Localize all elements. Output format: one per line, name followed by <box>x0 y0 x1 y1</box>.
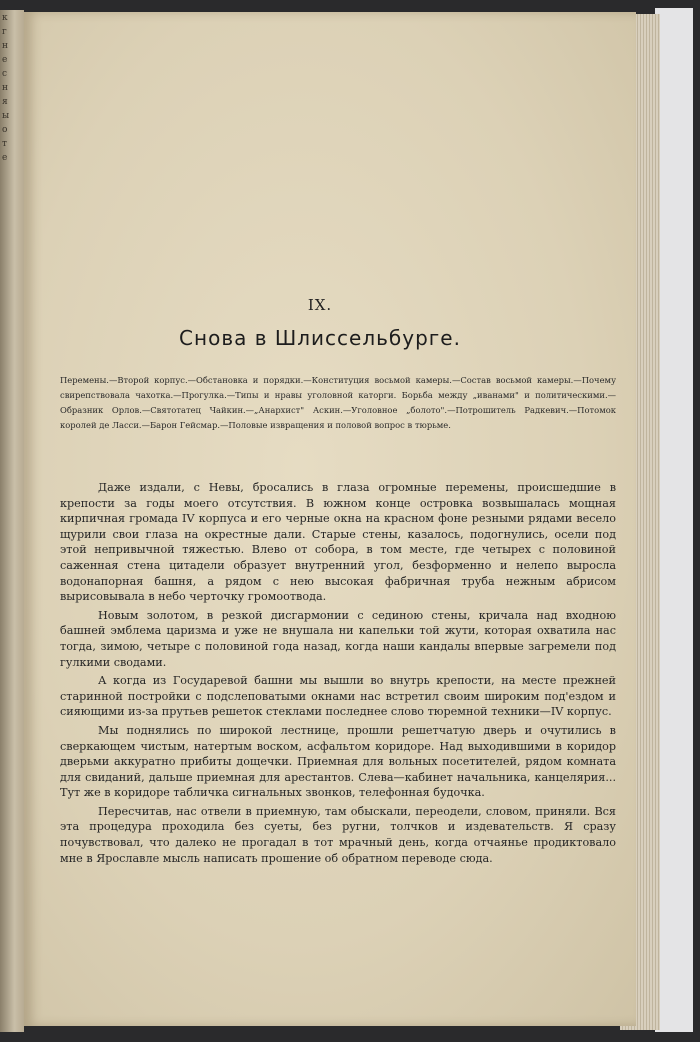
paragraph: Новым золотом, в резкой дисгармонии с сединою стены, кричала над входною башней эмблема царизма и уже не внушала ни капельки той жути, которая охватила нас тогда, зимою, четыре с половиной года назад, когда наши кандалы впервые загремели под гулкими сводами. <box>60 608 616 669</box>
prev-page-letter: г <box>2 27 6 37</box>
paragraph: Пересчитав, нас отвели в приемную, там обыскали, переодели, словом, приняли. Вся эта процедура проходила без суеты, без ругни, толчков и издевательств. Я сразу почувствовал, что далеко не прогадал в тот мрачный день, когда отчаянье продиктовало мне в Ярославле мысль написать прошение об обратном переводе сюда. <box>60 804 616 865</box>
prev-page-letter: я <box>2 97 7 107</box>
prev-page-letter: н <box>2 83 7 93</box>
prev-page-letter: н <box>2 41 7 51</box>
prev-page-letter: т <box>2 139 6 149</box>
chapter-body <box>60 480 616 869</box>
book-page <box>24 12 636 1026</box>
paragraph: А когда из Государевой башни мы вышли во внутрь крепости, на месте прежней старинной постройки с подслеповатыми окнами нас встретил своим широким под'ездом и сияющими из-за прутьев решеток стеклами последнее слово тюремной техники—IV корпус. <box>60 674 616 719</box>
chapter-number: IX. <box>307 296 333 314</box>
paragraph: Даже издали, с Невы, бросались в глаза огромные перемены, происшедшие в крепости за годы моего отсутствия. В южном конце островка возвышалась мощная кирпичная громада IV корпуса и его черные окна на красном фоне резными рядами весело щурили свои глаза на окрестные дали. Старые стены, казалось, подогнулись, осели под этой непривычной тяжестью. Влево от собора, в том месте, где четырех с половиной саженная стена цитадели образует внутренний угол, безформенно и нелепо выросла водонапорная башня, а рядом с нею высокая фабричная труба нежным абрисом вырисовывала в небо черточку громоотвода. <box>60 481 616 604</box>
chapter-summary: Перемены.—Второй корпус.—Обстановка и порядки.—Конституция восьмой камеры.—Состав восьмой камеры.—Почему свирепствовала чахотка.—Прогулка.—Типы и нравы уголовной каторги. Борьба между „иванами" и политическими.—Образник Орлов.—Святотатец Чайкин.—„Анархист" Аскин.—Уголовное „болото".—Потрошитель Радкевич.—Потомок королей де Ласси.—Барон Гейсмар.—Половые извращения и половой вопрос в тюрьме. <box>60 375 616 430</box>
previous-page-edge <box>0 10 24 1032</box>
prev-page-letter: с <box>2 69 7 79</box>
prev-page-letter: к <box>2 13 7 23</box>
prev-page-letter: ы <box>2 111 9 121</box>
prev-page-letter: о <box>2 125 7 135</box>
chapter-title: Снова в Шлиссельбурге. <box>179 326 461 350</box>
prev-page-letter: е <box>2 153 7 163</box>
book-back-board <box>655 8 693 1032</box>
prev-page-letter: е <box>2 55 7 65</box>
paragraph: Мы поднялись по широкой лестнице, прошли решетчатую дверь и очутились в сверкающем чистым, натертым воском, асфальтом коридоре. Над выходившими в коридор дверьми аккуратно прибиты дощечки. Приемная для вольных посетителей, рядом комната для свиданий, дальше приемная для арестантов. Слева—кабинет начальника, канцелярия... Тут же в коридоре табличка сигнальных звонков, телефонная будочка. <box>60 723 616 800</box>
